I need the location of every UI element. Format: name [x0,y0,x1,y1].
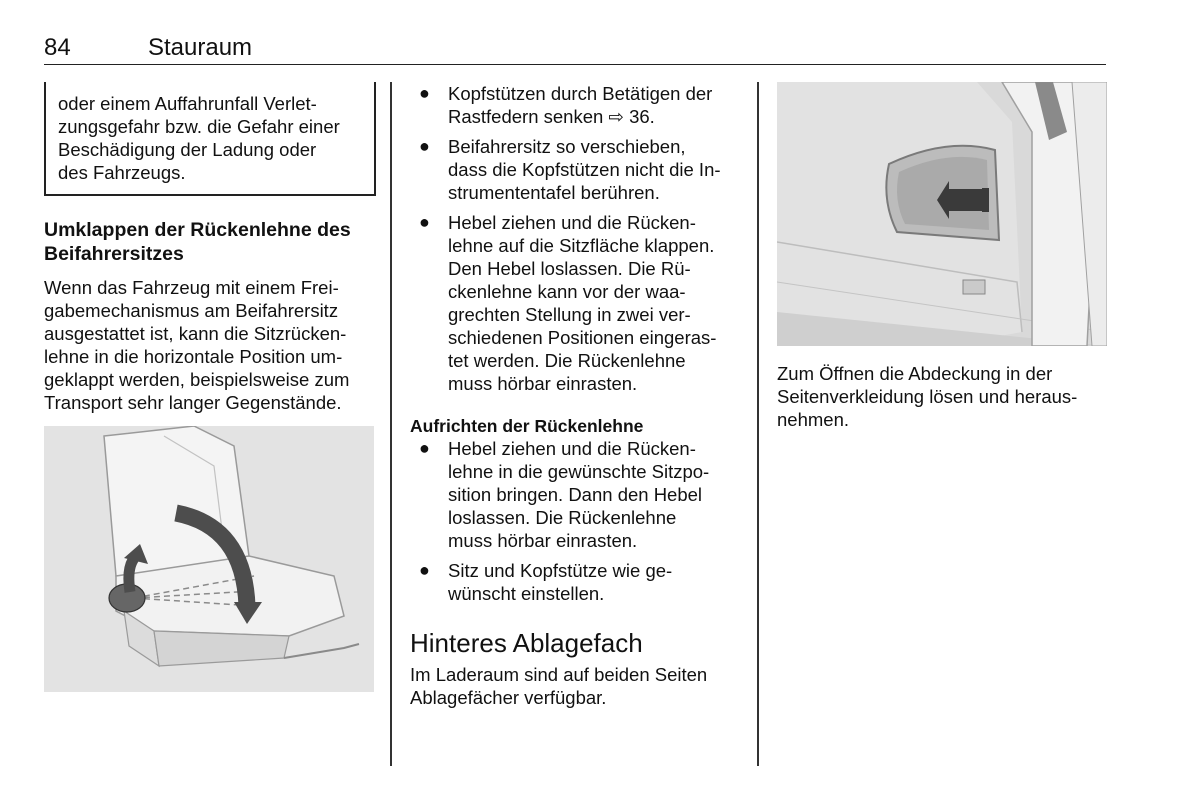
item-line: Den Hebel loslassen. Die Rü- [448,258,691,279]
paragraph-storage [410,663,745,709]
subheading-raise: Aufrichten der Rückenlehne [410,416,644,436]
heading-line: Umklappen der Rückenlehne des [44,219,351,241]
para-line: Wenn das Fahrzeug mit einem Frei- [44,277,339,298]
cargo-drawing [777,82,1107,346]
warning-box [44,82,376,196]
para-line: Transport sehr langer Gegenstände. [44,392,342,413]
item-line: Hebel ziehen und die Rücken- [448,438,696,459]
warning-line: oder einem Auffahrunfall Verlet- [58,93,317,114]
seat-illustration [44,426,374,692]
bullet-icon: ● [419,136,430,156]
bullet-icon: ● [419,212,430,232]
item-line: ckenlehne kann vor der waa- [448,281,686,302]
para-line: gabemechanismus am Beifahrersitz [44,300,339,321]
list-item [410,135,745,204]
bullet-icon: ● [419,438,430,458]
column-left [44,82,374,692]
column-right [777,82,1107,431]
warning-line: des Fahrzeugs. [58,162,186,183]
para-line: Ablagefächer verfügbar. [410,687,607,708]
list-item [410,82,745,128]
list-item [410,559,745,605]
seat-drawing [44,426,374,692]
column-divider-1 [390,82,392,766]
item-line: tet werden. Die Rückenlehne [448,350,686,371]
item-line: Sitz und Kopfstütze wie ge- [448,560,673,581]
para-line: ausgestattet ist, kann die Sitzrücken- [44,323,347,344]
cargo-compartment-illustration [777,82,1107,346]
item-line: sition bringen. Dann den Hebel [448,484,703,505]
item-line: dass die Kopfstützen nicht die In- [448,159,721,180]
warning-line: zungsgefahr bzw. die Gefahr einer [58,116,340,137]
item-line: Beifahrersitz so verschieben, [448,136,686,157]
item-line: grechten Stellung in zwei ver- [448,304,691,325]
item-line: Hebel ziehen und die Rücken- [448,212,696,233]
warning-line: Beschädigung der Ladung oder [58,139,317,160]
item-line: Rastfedern senken ⇨ 36. [448,106,655,127]
page-title: Stauraum [148,34,253,61]
bullet-icon: ● [419,83,430,103]
item-line: muss hörbar einrasten. [448,373,638,394]
bullet-list-raise [410,437,745,605]
item-line: lehne auf die Sitzfläche klappen. [448,235,715,256]
caption-line: Zum Öffnen die Abdeckung in der [777,363,1053,384]
item-line: Kopfstützen durch Betätigen der [448,83,713,104]
item-line: strumententafel berühren. [448,182,660,203]
item-line: lehne in die gewünschte Sitzpo- [448,461,710,482]
column-divider-2 [757,82,759,766]
bullet-list-fold [410,82,745,395]
item-line: wünscht einstellen. [448,583,605,604]
section-heading-storage: Hinteres Ablagefach [410,628,643,658]
caption-line: nehmen. [777,409,849,430]
para-line: Im Laderaum sind auf beiden Seiten [410,664,708,685]
caption-line: Seitenverkleidung lösen und heraus- [777,386,1078,407]
list-item [410,211,745,395]
column-middle [410,82,745,709]
section-heading-fold [44,218,374,266]
para-line: geklappt werden, beispielsweise zum [44,369,350,390]
page-header [44,32,1106,65]
para-line: lehne in die horizontale Position um- [44,346,343,367]
item-line: muss hörbar einrasten. [448,530,638,551]
item-line: schiedenen Positionen eingeras- [448,327,717,348]
paragraph-fold [44,276,374,414]
page-number: 84 [44,34,71,61]
heading-line: Beifahrersitzes [44,243,184,265]
item-line: loslassen. Die Rückenlehne [448,507,677,528]
figure-caption [777,362,1107,431]
bullet-icon: ● [419,560,430,580]
list-item [410,437,745,552]
